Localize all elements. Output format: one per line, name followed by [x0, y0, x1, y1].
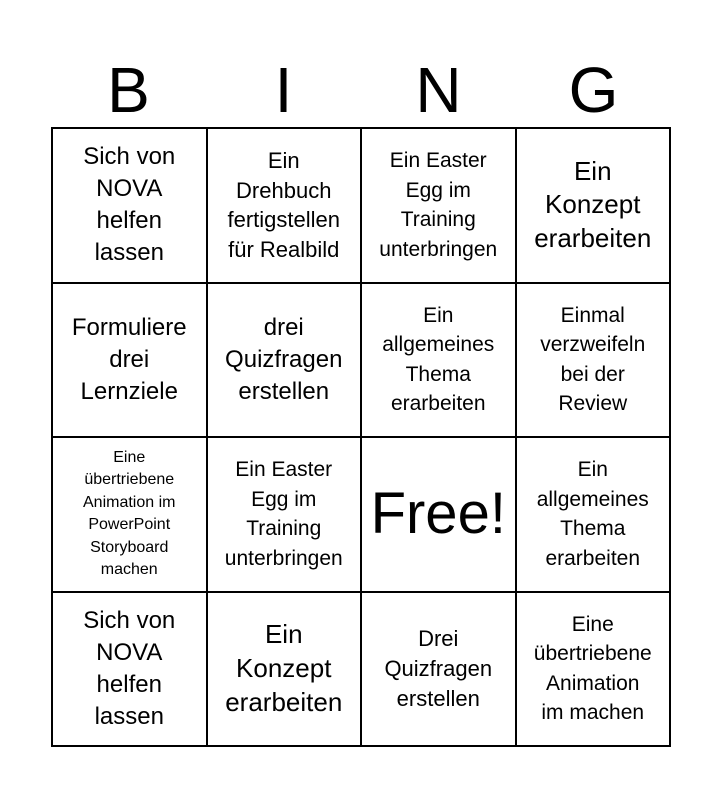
cell-text: Sich von NOVA helfen lassen [83, 143, 176, 267]
cell-text: Sich von NOVA helfen lassen [83, 606, 176, 730]
bingo-cell-r4c4[interactable] [516, 592, 671, 747]
bingo-cell-r2c4[interactable] [516, 283, 671, 438]
bingo-cell-free[interactable] [361, 437, 516, 592]
cell-text: Eine übertriebene Animation im machen [533, 612, 652, 725]
header-letter-n: N [415, 54, 462, 126]
free-space-text: Free! [370, 481, 506, 547]
cell-text: Ein Konzept erarbeiten [534, 155, 652, 254]
cell-text: Einmal verzweifeln bei der Review [540, 303, 646, 416]
bingo-cell-r1c4[interactable] [516, 128, 671, 283]
cell-text: Ein allgemeines Thema erarbeiten [382, 303, 495, 416]
bingo-board [51, 127, 671, 747]
cell-text: Ein allgemeines Thema erarbeiten [536, 458, 649, 570]
header-letter-b: B [107, 54, 150, 126]
cell-text: Drei Quizfragen erstellen [384, 626, 493, 711]
cell-text: drei Quizfragen erstellen [225, 313, 343, 405]
bingo-header [51, 52, 671, 128]
bingo-cell-r2c1[interactable] [52, 283, 207, 438]
bingo-cell-r1c1[interactable] [52, 128, 207, 283]
bingo-cell-r3c1[interactable] [52, 437, 207, 592]
bingo-cell-r3c4[interactable] [516, 437, 671, 592]
cell-text: Ein Easter Egg im Training unterbringen [379, 149, 498, 261]
bingo-cell-r1c2[interactable] [207, 128, 362, 283]
bingo-cell-r4c1[interactable] [52, 592, 207, 747]
bingo-cell-r2c2[interactable] [207, 283, 362, 438]
cell-text: Ein Easter Egg im Training unterbringen [224, 458, 343, 570]
header-letter-g: G [568, 54, 619, 126]
cell-text: Ein Drehbuch fertigstellen für Realbild [227, 147, 340, 262]
cell-text: Eine übertriebene Animation im PowerPoint Storyboard machen [83, 449, 176, 579]
bingo-cell-r4c2[interactable] [207, 592, 362, 747]
cell-text: Formuliere drei Lernziele [71, 313, 187, 405]
cell-text: Ein Konzept erarbeiten [225, 619, 343, 717]
header-letter-i: I [274, 54, 293, 126]
bingo-cell-r2c3[interactable] [361, 283, 516, 438]
bingo-cell-r4c3[interactable] [361, 592, 516, 747]
bingo-cell-r1c3[interactable] [361, 128, 516, 283]
bingo-cell-r3c2[interactable] [207, 437, 362, 592]
